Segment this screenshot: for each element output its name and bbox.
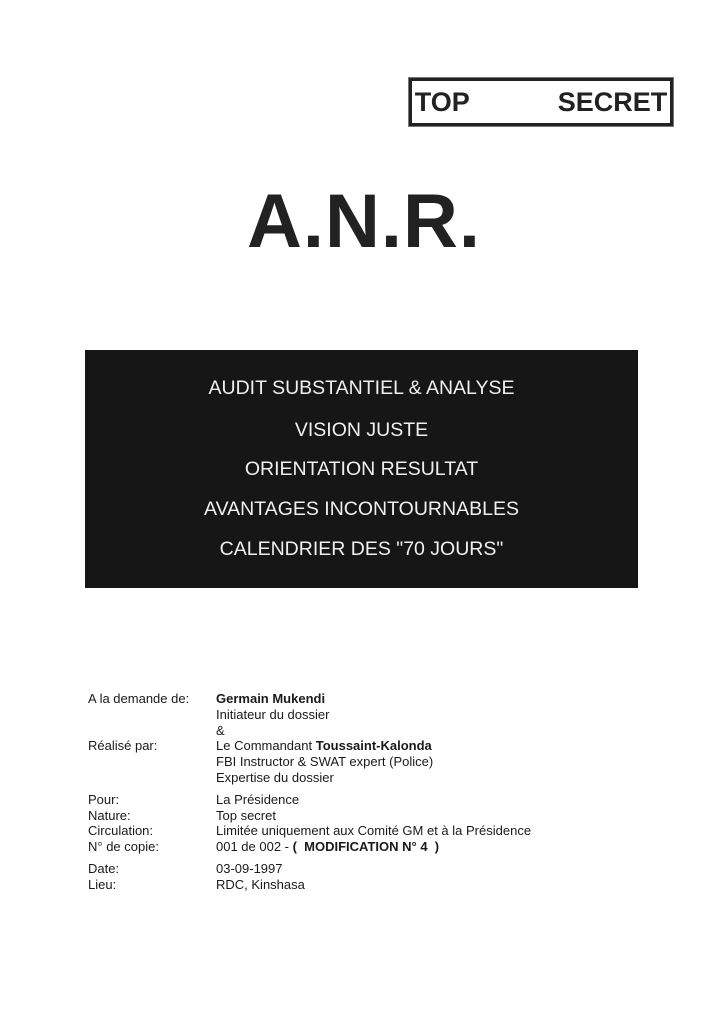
value: 03-09-1997 [216,860,283,876]
value: Limitée uniquement aux Comité GM et à la Présidence [216,823,532,839]
banner-line: CALENDRIER DES "70 JOURS" [219,538,504,560]
value: Top secret [216,807,276,823]
document-title: A.N.R. [247,179,481,264]
document-details [88,691,531,893]
banner-line: AVANTAGES INCONTOURNABLES [204,498,519,520]
value: Expertise du dossier [216,769,334,785]
label: Lieu: [88,876,117,892]
value: Germain Mukendi [216,691,326,706]
label: Pour: [88,791,120,807]
value: Toussaint-Kalonda [315,738,432,754]
value: La Présidence [216,791,300,807]
label: Circulation: [88,823,154,839]
value: & [216,722,225,738]
subject-banner [85,350,638,588]
label: Réalisé par: [88,738,158,754]
value: FBI Instructor & SWAT expert (Police) [216,754,434,770]
value: ( MODIFICATION N° 4 ) [292,839,440,855]
top-secret-stamp [409,78,673,126]
stamp-text: TOP SECRET [414,86,668,117]
value: RDC, Kinshasa [216,876,305,892]
value: Le Commandant [216,738,316,754]
label: Nature: [88,807,131,823]
value: Initiateur du dossier [216,706,330,722]
banner-line: AUDIT SUBSTANTIEL & ANALYSE [208,377,515,399]
banner-line: ORIENTATION RESULTAT [244,458,479,480]
value: 001 de 002 - [216,839,293,855]
banner-line: VISION JUSTE [294,419,429,441]
label: Date: [88,860,120,876]
label: N° de copie: [88,839,159,855]
label: A la demande de: [88,691,190,706]
